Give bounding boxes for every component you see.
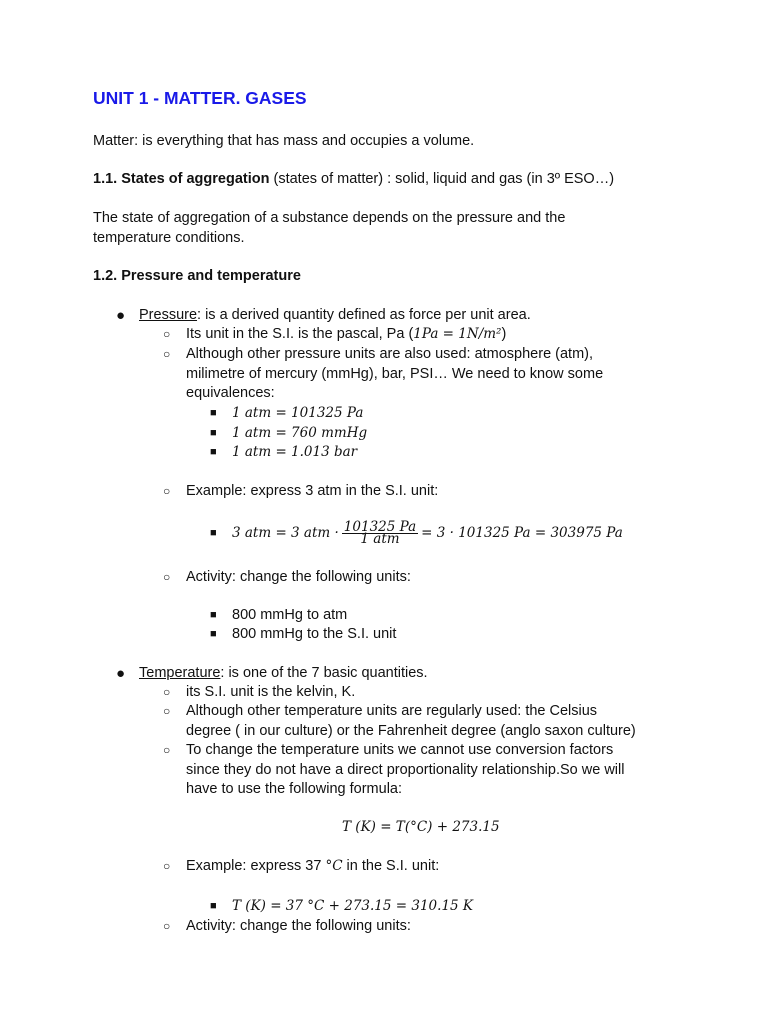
section-1-2-heading: 1.2. Pressure and temperature bbox=[93, 268, 301, 284]
pressure-example-calculation bbox=[232, 516, 623, 550]
pressure-term: Pressure bbox=[139, 307, 198, 323]
temperature-activity-label: Activity: change the following units: bbox=[186, 918, 411, 934]
pressure-other-units-line-2: milimetre of mercury (mmHg), bar, PSI… We need to know some bbox=[186, 366, 604, 382]
bullet-disc-icon: ● bbox=[116, 307, 126, 324]
bullet-square-icon: ■ bbox=[210, 446, 217, 458]
temperature-example bbox=[186, 857, 439, 876]
pressure-si-text: Its unit in the S.I. is the pascal, Pa ( bbox=[186, 326, 414, 342]
pressure-si-math: 1Pa = 1N/m² bbox=[413, 326, 502, 342]
pressure-activity-2: 800 mmHg to the S.I. unit bbox=[232, 626, 397, 642]
bullet-square-icon: ■ bbox=[210, 628, 217, 640]
bullet-square-icon: ■ bbox=[210, 527, 217, 539]
bullet-circle-icon: ○ bbox=[163, 347, 171, 361]
pressure-example-label: Example: express 3 atm in the S.I. unit: bbox=[186, 483, 439, 499]
pressure-activity-1: 800 mmHg to atm bbox=[232, 607, 348, 623]
temperature-other-units-line-2: degree ( in our culture) or the Fahrenheit degree (anglo saxon culture) bbox=[186, 723, 636, 739]
temperature-change-line-3: have to use the following formula: bbox=[186, 781, 403, 797]
bullet-disc-icon: ● bbox=[116, 665, 126, 682]
temperature-change-line-1: To change the temperature units we cannot use conversion factors bbox=[186, 742, 614, 758]
pressure-other-units-line-3: equivalences: bbox=[186, 385, 275, 401]
section-1-1 bbox=[93, 170, 614, 189]
bullet-square-icon: ■ bbox=[210, 609, 217, 621]
bullet-square-icon: ■ bbox=[210, 427, 217, 439]
temperature-example-tail: in the S.I. unit: bbox=[342, 858, 440, 874]
bullet-circle-icon: ○ bbox=[163, 570, 171, 584]
pressure-other-units-line-1: Although other pressure units are also used: atmosphere (atm), bbox=[186, 346, 594, 362]
bullet-square-icon: ■ bbox=[210, 407, 217, 419]
example-rhs: = 3 · 101325 Pa = 303975 Pa bbox=[421, 525, 623, 541]
bullet-circle-icon: ○ bbox=[163, 704, 171, 718]
example-lhs: 3 atm = 3 atm · bbox=[232, 525, 339, 541]
bullet-circle-icon: ○ bbox=[163, 685, 171, 699]
fraction-denominator: 1 atm bbox=[360, 530, 400, 547]
bullet-circle-icon: ○ bbox=[163, 743, 171, 757]
temperature-example-unit: °C bbox=[325, 858, 343, 874]
pressure-item bbox=[139, 306, 531, 325]
temperature-definition: : is one of the 7 basic quantities. bbox=[220, 665, 428, 681]
matter-definition: Matter: is everything that has mass and occupies a volume. bbox=[93, 133, 475, 149]
bullet-circle-icon: ○ bbox=[163, 484, 171, 498]
temperature-example-text: Example: express 37 bbox=[186, 858, 326, 874]
temperature-other-units-line-1: Although other temperature units are regularly used: the Celsius bbox=[186, 703, 598, 719]
equivalence-2: 1 atm = 760 mmHg bbox=[232, 425, 368, 441]
bullet-square-icon: ■ bbox=[210, 900, 217, 912]
equivalence-3: 1 atm = 1.013 bar bbox=[232, 444, 358, 460]
state-paragraph-line-1: The state of aggregation of a substance depends on the pressure and the bbox=[93, 210, 566, 226]
temperature-term: Temperature bbox=[139, 665, 221, 681]
fraction-numerator: 101325 Pa bbox=[343, 518, 417, 535]
temperature-formula: T (K) = T(°C) + 273.15 bbox=[342, 819, 500, 835]
temperature-si-unit: its S.I. unit is the kelvin, K. bbox=[186, 684, 356, 700]
page-title: UNIT 1 - MATTER. GASES bbox=[93, 88, 307, 108]
bullet-circle-icon: ○ bbox=[163, 859, 171, 873]
section-1-1-text: (states of matter) : solid, liquid and gas (in 3º ESO…) bbox=[269, 171, 615, 187]
conversion-fraction bbox=[342, 518, 418, 547]
state-paragraph-line-2: temperature conditions. bbox=[93, 230, 245, 246]
pressure-si-close: ) bbox=[501, 326, 507, 342]
temperature-example-calculation: T (K) = 37 °C + 273.15 = 310.15 K bbox=[232, 898, 473, 914]
bullet-circle-icon: ○ bbox=[163, 919, 171, 933]
temperature-item bbox=[139, 664, 428, 683]
pressure-si-unit bbox=[186, 325, 506, 344]
section-1-1-heading: 1.1. States of aggregation bbox=[93, 171, 270, 187]
bullet-circle-icon: ○ bbox=[163, 327, 171, 341]
temperature-change-line-2: since they do not have a direct proportionality relationship.So we will bbox=[186, 762, 625, 778]
pressure-activity-label: Activity: change the following units: bbox=[186, 569, 411, 585]
pressure-definition: : is a derived quantity defined as force per unit area. bbox=[197, 307, 531, 323]
equivalence-1: 1 atm = 101325 Pa bbox=[232, 405, 364, 421]
